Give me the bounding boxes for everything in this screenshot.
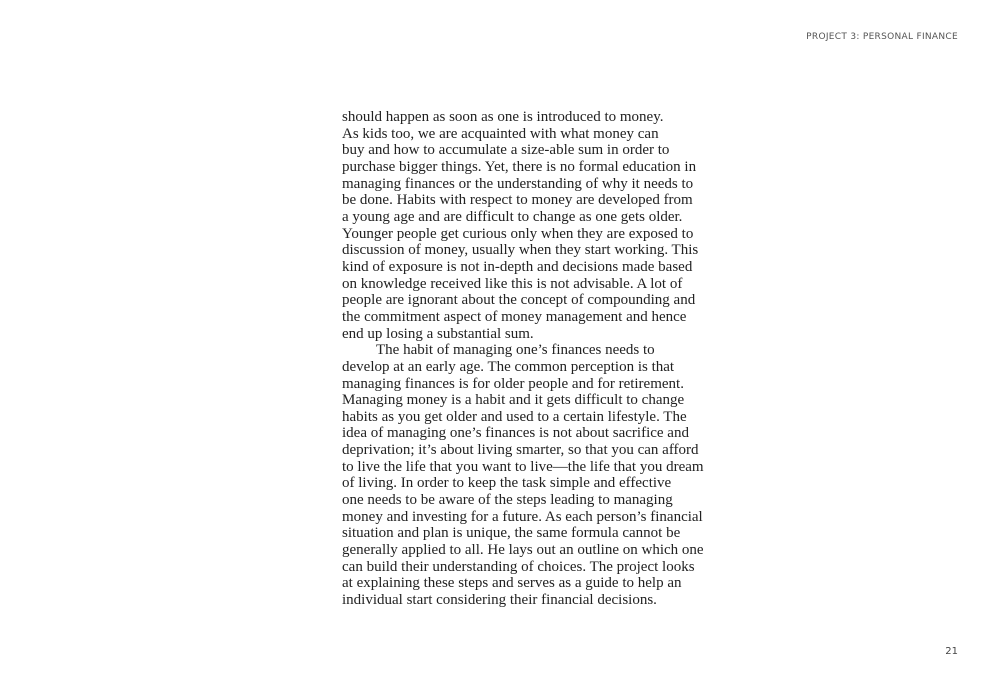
running-head: PROJECT 3: PERSONAL FINANCE <box>806 32 958 42</box>
paragraph-first-line: The habit of managing one’s finances needs to <box>376 342 655 359</box>
text-line: the commitment aspect of money management and hence <box>342 308 687 325</box>
body-text <box>342 109 702 609</box>
text-line: kind of exposure is not in-depth and decisions made based <box>342 258 693 275</box>
text-line: one needs to be aware of the steps leading to managing <box>342 492 673 509</box>
text-line: buy and how to accumulate a size-able sum in order to <box>342 142 670 159</box>
text-line: deprivation; it’s about living smarter, so that you can afford <box>342 442 699 459</box>
text-line: be done. Habits with respect to money are developed from <box>342 192 693 209</box>
text-line: Managing money is a habit and it gets difficult to change <box>342 392 685 409</box>
text-line: people are ignorant about the concept of compounding and <box>342 292 696 309</box>
text-line: individual start considering their financial decisions. <box>342 592 657 609</box>
text-line: can build their understanding of choices. The project looks <box>342 558 695 575</box>
text-line: managing finances or the understanding of why it needs to <box>342 175 694 192</box>
text-line: at explaining these steps and serves as a guide to help an <box>342 575 682 592</box>
text-line: end up losing a substantial sum. <box>342 325 534 342</box>
text-line: discussion of money, usually when they start working. This <box>342 242 699 259</box>
text-line: money and investing for a future. As each person’s financial <box>342 508 703 525</box>
text-line: a young age and are difficult to change as one gets older. <box>342 208 683 225</box>
text-line: of living. In order to keep the task simple and effective <box>342 475 672 492</box>
text-line: managing finances is for older people and for retirement. <box>342 375 684 392</box>
text-line: As kids too, we are acquainted with what money can <box>342 125 659 142</box>
text-line: situation and plan is unique, the same formula cannot be <box>342 525 681 542</box>
text-line: Younger people get curious only when they are exposed to <box>342 225 694 242</box>
text-line: develop at an early age. The common perception is that <box>342 358 675 375</box>
text-line: generally applied to all. He lays out an outline on which one <box>342 542 704 559</box>
text-line: purchase bigger things. Yet, there is no formal education in <box>342 158 697 175</box>
text-line: habits as you get older and used to a certain lifestyle. The <box>342 408 687 425</box>
text-line: on knowledge received like this is not advisable. A lot of <box>342 275 683 292</box>
text-line: should happen as soon as one is introduced to money. <box>342 109 664 125</box>
text-line: idea of managing one’s finances is not about sacrifice and <box>342 425 689 442</box>
page-number: 21 <box>945 646 958 657</box>
text-line: to live the life that you want to live—the life that you dream <box>342 458 704 475</box>
